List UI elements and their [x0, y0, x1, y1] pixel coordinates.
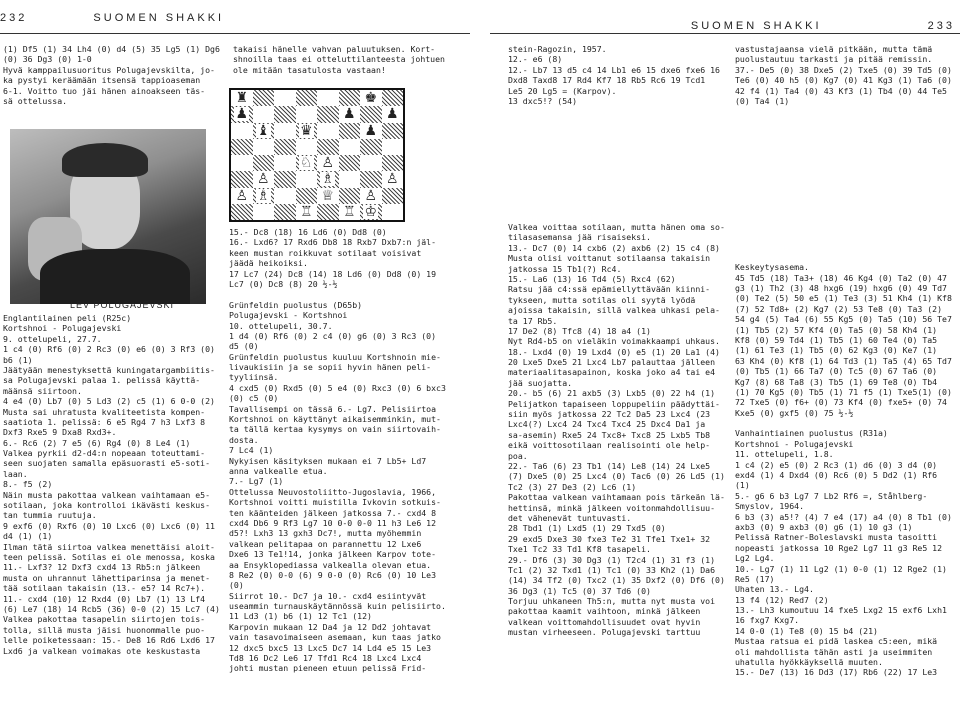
text-line: (0) Tb5 (1) 66 Ta7 (0) Tc5 (0) 67 Ta6 (0): [735, 366, 938, 377]
text-line: siin myös jatkossa 22 Tc2 Da5 23 Lxc4 (23: [508, 409, 711, 420]
board-square: [382, 204, 404, 220]
text-line: tyyliinsä.: [229, 372, 279, 383]
chess-piece-icon: ♙: [235, 187, 249, 204]
chess-piece-icon: ♖: [342, 203, 356, 220]
board-square: [253, 106, 275, 122]
board-square: [360, 171, 382, 187]
text-line: 13.- Dc7 (0) 14 cxb6 (2) axb6 (2) 15 c4 (8): [508, 242, 720, 253]
text-line: exd4 (1) 4 Dxd4 (0) Rc6 (0) 5 Dd2 (1) Rf6: [735, 470, 938, 481]
text-line: Lxc4(?) Lxc4 24 Txc4 Txc4 25 Dxc4 Da1 ja: [508, 419, 706, 430]
board-square: [317, 90, 339, 106]
text-line: 13.- Lh3 kumoutuu 14 fxe5 Lxg2 15 exf6 Lxh1: [735, 605, 947, 616]
text-line: 20 Lxe5 Dxe5 21 Lxc4 Lb7 palauttaa jälleen: [508, 357, 716, 368]
player-photograph: [10, 129, 206, 304]
board-square: [339, 90, 361, 106]
text-line: 17 De2 (8) Tfc8 (4) 18 a4 (1): [508, 325, 651, 336]
text-line: valkean voittomahdollisuudet ovat hyvin: [508, 616, 701, 627]
left-header-rule: [0, 33, 470, 34]
board-square: [231, 123, 253, 139]
text-line: livaukisiin ja se sopii hyvin hänen peli-: [229, 362, 432, 373]
board-square: [360, 106, 382, 122]
board-square: [317, 188, 339, 204]
text-line: seen suojaten samalla epäsuorasti e5-soti-: [3, 458, 211, 469]
board-square: [382, 171, 404, 187]
text-line: Dxe6 13 Te1!14, jonka jälkeen Karpov tote-: [229, 549, 437, 560]
text-line: shnoilla taas ei otteluttilanteesta johtuen: [233, 54, 445, 65]
text-line: Näin musta pakottaa valkean vaihtamaan e5-: [3, 489, 211, 500]
photo-caption: LEV POLUGAJEVSKI: [70, 300, 175, 310]
board-square: [253, 90, 275, 106]
text-line: nopeasti jatkossa 10 Rge2 Lg7 11 g3 Re5 12: [735, 542, 943, 553]
text-line: Pelijatkon tapaiseen loppupeliin päädyttäi-: [508, 398, 720, 409]
text-line: Lc7 (0) Dc8 (8) 20 ½-½: [229, 278, 338, 289]
chess-piece-icon: ♖: [299, 203, 313, 220]
board-square: [360, 188, 382, 204]
column-3-top-text: [508, 44, 733, 114]
board-square: [382, 139, 404, 155]
text-line: stein-Ragozin, 1957.: [508, 44, 607, 54]
text-line: b6 (1): [3, 354, 33, 365]
chess-piece-icon: ♔: [364, 203, 378, 220]
text-line: [735, 210, 959, 220]
text-line: 29 exd5 Dxe3 30 fxe3 Te2 31 Tfe1 Txe1+ 32: [508, 533, 711, 544]
text-line: jää suojatta.: [508, 377, 573, 388]
chess-piece-icon: ♝: [256, 122, 270, 139]
board-square: [339, 171, 361, 187]
text-line: [735, 231, 959, 241]
left-page-number: 232: [0, 12, 28, 24]
board-square: [253, 171, 275, 187]
board-square: [317, 171, 339, 187]
text-line: 63 Kh4 (0) Kf8 (1) 64 Td3 (1) Ta5 (4) 65 Td7: [735, 355, 952, 366]
text-line: Jäätyään menestyksettä kuningatargambiitis-: [3, 364, 215, 375]
text-line: [735, 138, 959, 148]
text-line: 16 fxg7 Kxg7.: [735, 615, 800, 626]
text-line: määnsä siirtoon.: [3, 385, 82, 396]
board-square: [231, 106, 253, 122]
chess-piece-icon: ♙: [321, 155, 335, 172]
text-line: ta 17 Rb5.: [508, 315, 558, 326]
text-line: poa.: [508, 450, 528, 461]
text-line: lelle poiketessaan: 15.- De8 16 Rd6 Lxd6 17: [3, 635, 215, 646]
board-square: [231, 155, 253, 171]
right-page-number: 233: [927, 20, 955, 32]
photo-hair-shape: [62, 143, 148, 177]
text-line: (6) Le7 (18) 14 Rcb5 (36) 0-0 (2) 15 Lc7 (4): [3, 603, 220, 614]
chess-piece-icon: ♙: [385, 171, 399, 188]
board-square: [296, 106, 318, 122]
text-line: 15.- La6 (13) 16 Td4 (5) Rxc4 (62): [508, 273, 676, 284]
text-line: valkean pelitapaa on parannettu 12 Lxe6: [229, 538, 422, 549]
board-square: [274, 123, 296, 139]
board-square: [253, 155, 275, 171]
board-square: [317, 139, 339, 155]
board-square: [274, 188, 296, 204]
text-line: d5 (0): [229, 341, 259, 352]
text-line: det vähenevät tuntuvasti.: [508, 512, 632, 523]
board-square: [231, 188, 253, 204]
board-square: [360, 123, 382, 139]
text-line: [735, 148, 959, 158]
text-line: 4 e4 (0) Lb7 (0) 5 Ld3 (2) c5 (1) 6 0-0 (2): [3, 396, 215, 407]
board-square: [296, 123, 318, 139]
text-line: ka pystyi keräämään itsensä tappioaseman: [3, 75, 201, 86]
text-line: Td8 16 Dc2 Le6 17 Tfd1 Rc4 18 Lxc4 Lxc4: [229, 653, 422, 664]
text-line: Tavallisempi on tässä 6.- Lg7. Pelisiirtoa: [229, 403, 437, 414]
board-square: [382, 155, 404, 171]
text-line: Kortshnoi voitti muistilla Ivkovin sotkuis-: [229, 497, 441, 508]
text-line: [735, 221, 959, 231]
text-line: (0): [229, 580, 244, 591]
text-line: [735, 106, 959, 116]
board-square: [317, 123, 339, 139]
board-square: [274, 90, 296, 106]
text-line: (1): [735, 480, 750, 491]
text-line: Valkea voittaa sotilaan, mutta hänen oma so-: [508, 222, 725, 232]
text-line: [735, 169, 959, 179]
text-line: 11 Ld3 (1) b6 (1) 12 Tc1 (12): [229, 611, 372, 622]
board-square: [274, 171, 296, 187]
text-line: Englantilainen peli (R25c): [3, 313, 132, 323]
board-square: [253, 188, 275, 204]
text-line: 28 Tbd1 (1) Lxd5 (1) 29 Txd5 (0): [508, 523, 666, 534]
column-1-bottom-text: [3, 313, 231, 725]
text-line: 16.- Lxd6? 17 Rxd6 Db8 18 Rxb7 Dxb7:n jäl-: [229, 237, 437, 248]
text-line: (1) 61 Te3 (1) Tb5 (0) 62 Kg3 (0) Ke7 (1): [735, 345, 938, 356]
text-line: 7 Lc4 (1): [229, 445, 274, 456]
text-line: Smyslov, 1964.: [735, 501, 805, 512]
text-line: ajoissa takaisin, sillä valkea uhkasi pela-: [508, 305, 720, 316]
text-line: musta on uhrannut lähettiparinsa ja menet-: [3, 572, 211, 583]
text-line: 15.- De7 (13) 16 Dd3 (17) Rb6 (22) 17 Le3: [735, 667, 938, 678]
text-line: Kortshnoi - Polugajevski: [735, 438, 854, 449]
text-line: sä ottelussa.: [3, 95, 68, 106]
column-4-text: [735, 44, 959, 725]
text-line: saatiota 1. pelissä: 6 e5 Rg4 7 h3 Lxf3 8: [3, 416, 206, 427]
text-line: ta tällä kertaa kysymys on vain siirtovaih-: [229, 424, 441, 435]
board-square: [296, 155, 318, 171]
board-square: [382, 123, 404, 139]
text-line: 45 Td5 (18) Ta3+ (18) 46 Kg4 (0) Ta2 (0) 47: [735, 272, 947, 283]
right-running-title: SUOMEN SHAKKI: [690, 20, 822, 32]
text-line: Dxf3 Rxe5 9 Dxa8 Rxd3+.: [3, 427, 117, 438]
board-square: [360, 90, 382, 106]
text-line: 5.- g6 6 b3 Lg7 7 Lb2 Rf6 =, Ståhlberg-: [735, 490, 928, 501]
text-line: Nykyisen käsityksen mukaan ei 7 Lb5+ Ld7: [229, 455, 427, 466]
board-square: [253, 204, 275, 220]
chess-piece-icon: ♜: [235, 90, 249, 107]
text-line: [229, 289, 463, 299]
text-line: puolustautuu tarkasti ja pitää remissin.: [735, 54, 933, 65]
chess-piece-icon: ♟: [364, 122, 378, 139]
text-line: tan tummia ruutuja.: [3, 510, 97, 521]
board-square: [231, 204, 253, 220]
photo-body-shape: [40, 249, 190, 304]
text-line: Musta sai uhratusta kvaliteetista kompen-: [3, 406, 206, 417]
chess-piece-icon: ♙: [364, 187, 378, 204]
text-line: 10.- Lg7 (1) 11 Lg2 (1) 0-0 (1) 12 Rge2 (1): [735, 563, 947, 574]
text-line: 11. ottelupeli, 1.8.: [735, 449, 834, 460]
right-page-header: [490, 20, 955, 32]
text-line: 6 b3 (3) a5!? (4) 7 e4 (17) a4 (0) 8 Tb1 (0): [735, 511, 952, 522]
text-line: Valkea pakottaa tasapelin siirtojen tois-: [3, 614, 206, 625]
text-line: oli mahdollista tähän asti ja useimmiten: [735, 646, 933, 657]
chess-piece-icon: ♟: [235, 106, 249, 123]
text-line: 8.- f5 (2): [3, 479, 53, 490]
text-line: [735, 200, 959, 210]
text-line: (0) Ta4 (1): [735, 95, 790, 106]
text-line: 1 c4 (0) Rf6 (0) 2 Rc3 (0) e6 (0) 3 Rf3 (0): [3, 344, 215, 355]
text-line: 12 dxc5 bxc5 13 Lxc5 Dc7 14 Ld4 e5 15 Le3: [229, 642, 432, 653]
text-line: Nyt Rd4-b5 on vieläkin voimakkaampi uhkaus.: [508, 336, 720, 347]
text-line: Pakottaa valkean vaihtamaan pois tärkeän lä-: [508, 492, 725, 503]
text-line: [735, 117, 959, 127]
text-line: (7) Dxe5 (0) 25 Lxc4 (0) Tac6 (0) 26 Ld5 (1): [508, 471, 725, 482]
text-line: tää sotilaan takaisin (13.- e5? 14 Rc7+).: [3, 583, 206, 594]
text-line: useammin turnauskäytännössä kuin pelisiirto.: [229, 601, 446, 612]
text-line: [735, 127, 959, 137]
text-line: sa-asemin) Rxe5 24 Txc8+ Txc8 25 Lxb5 Tb8: [508, 429, 711, 440]
text-line: d5?! Lxh3 13 gxh3 Dc7!, mutta myöhemmin: [229, 528, 422, 539]
text-line: ole mitään tasatulosta vastaan!: [233, 64, 386, 75]
text-line: 72 Txe5 (0) f6+ (0) 73 Kf4 (0) fxe5+ (0) 74: [735, 397, 947, 408]
text-line: Lxd6 ja valkean voimakas ote keskustasta: [3, 645, 201, 656]
text-line: Re5 (17): [735, 573, 775, 584]
text-line: Vanhaintiainen puolustus (R31a): [735, 428, 888, 439]
text-line: Kg7 (8) 68 Ta8 (3) Tb5 (1) 69 Te8 (0) Tb4: [735, 376, 938, 387]
board-square: [317, 155, 339, 171]
text-line: [735, 241, 959, 251]
text-line: 13 dxc5!? (54): [508, 95, 578, 106]
text-line: 14 0-0 (1) Te8 (0) 15 b4 (21): [735, 625, 878, 636]
text-line: 42 f4 (1) Ta4 (0) 43 Kf3 (1) Tb4 (0) 44 Te5: [735, 85, 947, 96]
text-line: Ratsu jää c4:ssä epämiellyttävään kiinni-: [508, 284, 711, 295]
board-square: [382, 90, 404, 106]
chess-piece-icon: ♗: [256, 187, 270, 204]
text-line: (1) Df5 (1) 34 Lh4 (0) d4 (5) 35 Lg5 (1) Dg6: [3, 44, 220, 54]
board-square: [382, 106, 404, 122]
text-line: [735, 189, 959, 199]
text-line: Le5 20 Lg5 = (Karpov).: [508, 85, 617, 96]
text-line: dosta.: [229, 434, 259, 445]
text-line: Ilman tätä siirtoa valkea menettäisi aloit-: [3, 541, 215, 552]
text-line: 22.- Ta6 (6) 23 Tb1 (14) Le8 (14) 24 Lxe5: [508, 460, 711, 471]
text-line: teen pelissä. Sotilas ei ole menossa, koska: [3, 551, 215, 562]
chess-piece-icon: ♙: [256, 171, 270, 188]
board-square: [231, 90, 253, 106]
column-3-bottom-text: [508, 222, 733, 725]
board-square: [339, 106, 361, 122]
text-line: (14) 34 Tf2 (0) Txc2 (1) 35 Dxf2 (0) Df6 (0): [508, 575, 725, 586]
board-square: [274, 139, 296, 155]
board-square: [339, 155, 361, 171]
text-line: Valkea pyrkii d2-d4:n nopeaan toteuttami-: [3, 448, 206, 459]
chess-diagram: [229, 88, 405, 222]
text-line: 15.- Dc8 (18) 16 Ld6 (0) Dd8 (0): [229, 227, 387, 237]
text-line: 7.- Lg7 (1): [229, 476, 284, 487]
text-line: Pelissä Ratner-Boleslavski musta tasoitti: [735, 532, 938, 543]
text-line: 6-1. Voitto tuo jäi hänen ainoakseen täs-: [3, 85, 206, 96]
text-line: 9. ottelupeli, 27.7.: [3, 333, 102, 344]
text-line: 17 Lc7 (24) Dc8 (14) 18 Ld6 (0) Dd8 (0) 19: [229, 268, 437, 279]
text-line: uhatulla hyökkäyksellä muuten.: [735, 657, 883, 668]
text-line: 12.- Lb7 13 d5 c4 14 Lb1 e6 15 dxe6 fxe6 16: [508, 64, 720, 75]
text-line: ten käänteiden jälkeen jatkossa 7.- cxd4 8: [229, 507, 437, 518]
text-line: (1) 70 Kg5 (0) Tb5 (1) 71 f5 (1) Txe5(1) (0): [735, 386, 952, 397]
board-square: [296, 139, 318, 155]
text-line: Polugajevski - Kortshnoi: [229, 310, 348, 321]
text-line: hettinsä, minkä jälkeen voitonmahdollisuu-: [508, 502, 716, 513]
board-square: [360, 204, 382, 220]
board-square: [253, 139, 275, 155]
text-line: Lg2 Lg4.: [735, 553, 775, 564]
board-square: [339, 123, 361, 139]
board-square: [317, 106, 339, 122]
text-line: Grünfeldin puolustus kuuluu Kortshnoin mie-: [229, 351, 441, 362]
text-line: tilasasemansa jää risaiseksi.: [508, 232, 651, 243]
text-line: keen mustan roikkuvat sotilaat voisivat: [229, 247, 422, 258]
text-line: Te6 (0) 40 h5 (0) Kg7 (0) 41 Kg3 (1) Ta6 (0): [735, 75, 952, 86]
text-line: (0) 36 Dg3 (0) 1-0: [3, 54, 92, 65]
text-line: Tc2 (3) 27 De3 (2) Lc6 (1): [508, 481, 637, 492]
text-line: jäädä heikoiksi.: [229, 258, 308, 269]
text-line: vain tasavoimaiseen asemaan, kun taas jatko: [229, 632, 441, 643]
text-line: 18.- Lxd4 (0) 19 Lxd4 (0) e5 (1) 20 La1 (4): [508, 346, 720, 357]
text-line: vastustajaansa vielä pitkään, mutta tämä: [735, 44, 933, 54]
left-running-title: SUOMEN SHAKKI: [93, 12, 225, 24]
text-line: Tc1 (2) 32 Txd1 (1) Tc1 (0) 33 Kh2 (1) Da6: [508, 564, 716, 575]
text-line: laan.: [3, 468, 28, 479]
chess-piece-icon: ♘: [299, 155, 313, 172]
board-square: [253, 123, 275, 139]
board-square: [231, 171, 253, 187]
board-square: [339, 139, 361, 155]
chess-piece-icon: ♛: [299, 122, 313, 139]
text-line: materiaalitasapainon, koska joko a4 tai e4: [508, 367, 716, 378]
board-square: [296, 90, 318, 106]
text-line: 54 g4 (5) Ta4 (6) 55 Kg5 (0) Ta5 (10) 56 Te7: [735, 314, 952, 325]
text-line: [735, 179, 959, 189]
text-line: mustan virheeseen. Polugajevski tarttuu: [508, 627, 701, 638]
text-line: 13 f4 (12) Red7 (2): [735, 594, 829, 605]
text-line: 8 Re2 (0) 0-0 (6) 9 0-0 (0) Rc6 (0) 10 Le3: [229, 569, 437, 580]
chess-piece-icon: ♗: [321, 171, 335, 188]
board-square: [339, 188, 361, 204]
text-line: Kf8 (0) 59 Td4 (1) Tb5 (1) 60 Te4 (0) Ta5: [735, 334, 938, 345]
text-line: 37.- De5 (0) 38 Dxe5 (2) Txe5 (0) 39 Td5 (0): [735, 64, 952, 75]
board-square: [339, 204, 361, 220]
column-1-top-text: [3, 44, 225, 114]
text-line: Kxe5 (0) gxf5 (0) 75 ½-½: [735, 407, 854, 418]
column-2-bottom-text: [229, 227, 463, 725]
text-line: (1) Tb5 (2) 57 Kf4 (0) Ta5 (0) 58 Kh4 (1): [735, 324, 938, 335]
text-line: jatkossa 15 Tb1(?) Rc4.: [508, 263, 622, 274]
chess-piece-icon: ♕: [321, 187, 335, 204]
text-line: 29.- Df6 (3) 30 Dg3 (1) T2c4 (1) 31 f3 (1): [508, 554, 716, 565]
text-line: (0) Te2 (5) 50 e5 (1) Te3 (3) 51 Kh4 (1) Kf8: [735, 293, 952, 304]
text-line: axb3 (0) 9 axb3 (0) g6 (1) 10 g3 (1): [735, 521, 913, 532]
text-line: 11.- cxd4 (10) 12 Rxd4 (0) Lb7 (1) 13 Lf4: [3, 593, 206, 604]
text-line: Karpovin mukaan 12 Da4 ja 12 Dd2 johtavat: [229, 621, 432, 632]
text-line: g3 (1) Th2 (3) 48 hxg6 (19) hxg6 (0) 49 Td7: [735, 282, 947, 293]
text-line: Dxd8 Taxd8 17 Rd4 Kf7 18 Rb5 Rc6 19 Tcd1: [508, 75, 706, 86]
text-line: cxd4 Db6 9 Rf3 Lg7 10 0-0 0-0 11 h3 Le6 12: [229, 517, 437, 528]
text-line: 1 d4 (0) Rf6 (0) 2 c4 (0) g6 (0) 3 Rc3 (0): [229, 330, 437, 341]
text-line: Musta olisi voittanut sotilaansa takaisin: [508, 253, 711, 264]
column-2-top-text: [233, 44, 458, 80]
text-line: aa Ensyklopediassa valkealla olevan etua.: [229, 559, 432, 570]
text-line: 4 cxd5 (0) Rxd5 (0) 5 e4 (0) Rxc3 (0) 6 bxc3: [229, 382, 446, 393]
text-line: d4 (1) (1): [3, 531, 53, 542]
text-line: (0) c5 (0): [229, 393, 279, 404]
chess-piece-icon: ♟: [342, 106, 356, 123]
text-line: sa Polugajevski palaa 1. pelissä käyttä-: [3, 375, 201, 386]
text-line: 20.- b5 (6) 21 axb5 (3) Lxb5 (0) 22 h4 (1): [508, 388, 716, 399]
text-line: Keskeytysasema.: [735, 262, 809, 273]
text-line: sotilaan, joka kontrolloi ikävästi keskus-: [3, 500, 211, 511]
text-line: anna valkealle etua.: [229, 465, 328, 476]
text-line: Hyvä kamppailusuoritus Polugajevskilta, jo-: [3, 64, 215, 75]
text-line: 1 c4 (2) e5 (0) 2 Rc3 (1) d6 (0) 3 d4 (0): [735, 459, 938, 470]
text-line: pakottaa kaamit vaihtoon, minkä jälkeen: [508, 606, 701, 617]
chess-piece-icon: ♚: [364, 90, 378, 107]
text-line: (7) 52 Td8+ (2) Kg7 (2) 53 Te8 (0) Ta3 (2): [735, 303, 943, 314]
text-line: Grünfeldin puolustus (D65b): [229, 299, 363, 310]
chess-piece-icon: ♟: [385, 106, 399, 123]
text-line: Txe1 Tc2 33 Td1 Kf8 tasapeli.: [508, 544, 651, 555]
text-line: takaisi hänelle vahvan paluutuksen. Kort-: [233, 44, 436, 54]
board-square: [296, 171, 318, 187]
board-square: [274, 155, 296, 171]
board-square: [296, 204, 318, 220]
text-line: 36 Dg3 (1) Tc5 (0) 37 Td6 (0): [508, 585, 651, 596]
text-line: [735, 418, 959, 428]
text-line: 12.- e6 (8): [508, 54, 563, 65]
left-page-header: [0, 12, 470, 24]
board-square: [360, 139, 382, 155]
text-line: Uhaten 13.- Lg4.: [735, 584, 814, 595]
text-line: Kortshnoi on käyttänyt aikaisemminkin, mut-: [229, 414, 441, 425]
text-line: eikä voittosotilaan realisointi ole help-: [508, 440, 711, 451]
text-line: Kortshnoi - Polugajevski: [3, 323, 122, 334]
text-line: tykseen, mutta sotilas oli syytä lyödä: [508, 294, 696, 305]
text-line: tolla, sillä musta jäisi huonommalle puo-: [3, 624, 206, 635]
text-line: johti mustan pieneen etuun pelissä Frid-: [229, 663, 427, 674]
board-square: [360, 155, 382, 171]
text-line: 6.- Rc6 (2) 7 e5 (6) Rg4 (0) 8 Le4 (1): [3, 437, 191, 448]
board-square: [274, 204, 296, 220]
board-square: [274, 106, 296, 122]
board-square: [382, 188, 404, 204]
text-line: Mustaa ratsua ei pidä laskea c5:een, mikä: [735, 636, 938, 647]
text-line: 9 exf6 (0) Rxf6 (0) 10 Lxc6 (0) Lxc6 (0) 11: [3, 520, 215, 531]
board-square: [317, 204, 339, 220]
board-square: [296, 188, 318, 204]
right-header-rule: [490, 33, 960, 34]
text-line: Ottelussa Neuvostoliitto-Jugoslavia, 1966,: [229, 486, 437, 497]
text-line: [735, 252, 959, 262]
text-line: Siirrot 10.- Dc7 ja 10.- cxd4 esiintyvät: [229, 590, 427, 601]
text-line: 10. ottelupeli, 30.7.: [229, 320, 333, 331]
text-line: 11.- Lxf3? 12 Dxf3 cxd4 13 Rb5:n jälkeen: [3, 562, 201, 573]
text-line: Torjuu uhkaneen Th5:n, mutta nyt musta voi: [508, 596, 716, 607]
text-line: [735, 158, 959, 168]
board-square: [231, 139, 253, 155]
